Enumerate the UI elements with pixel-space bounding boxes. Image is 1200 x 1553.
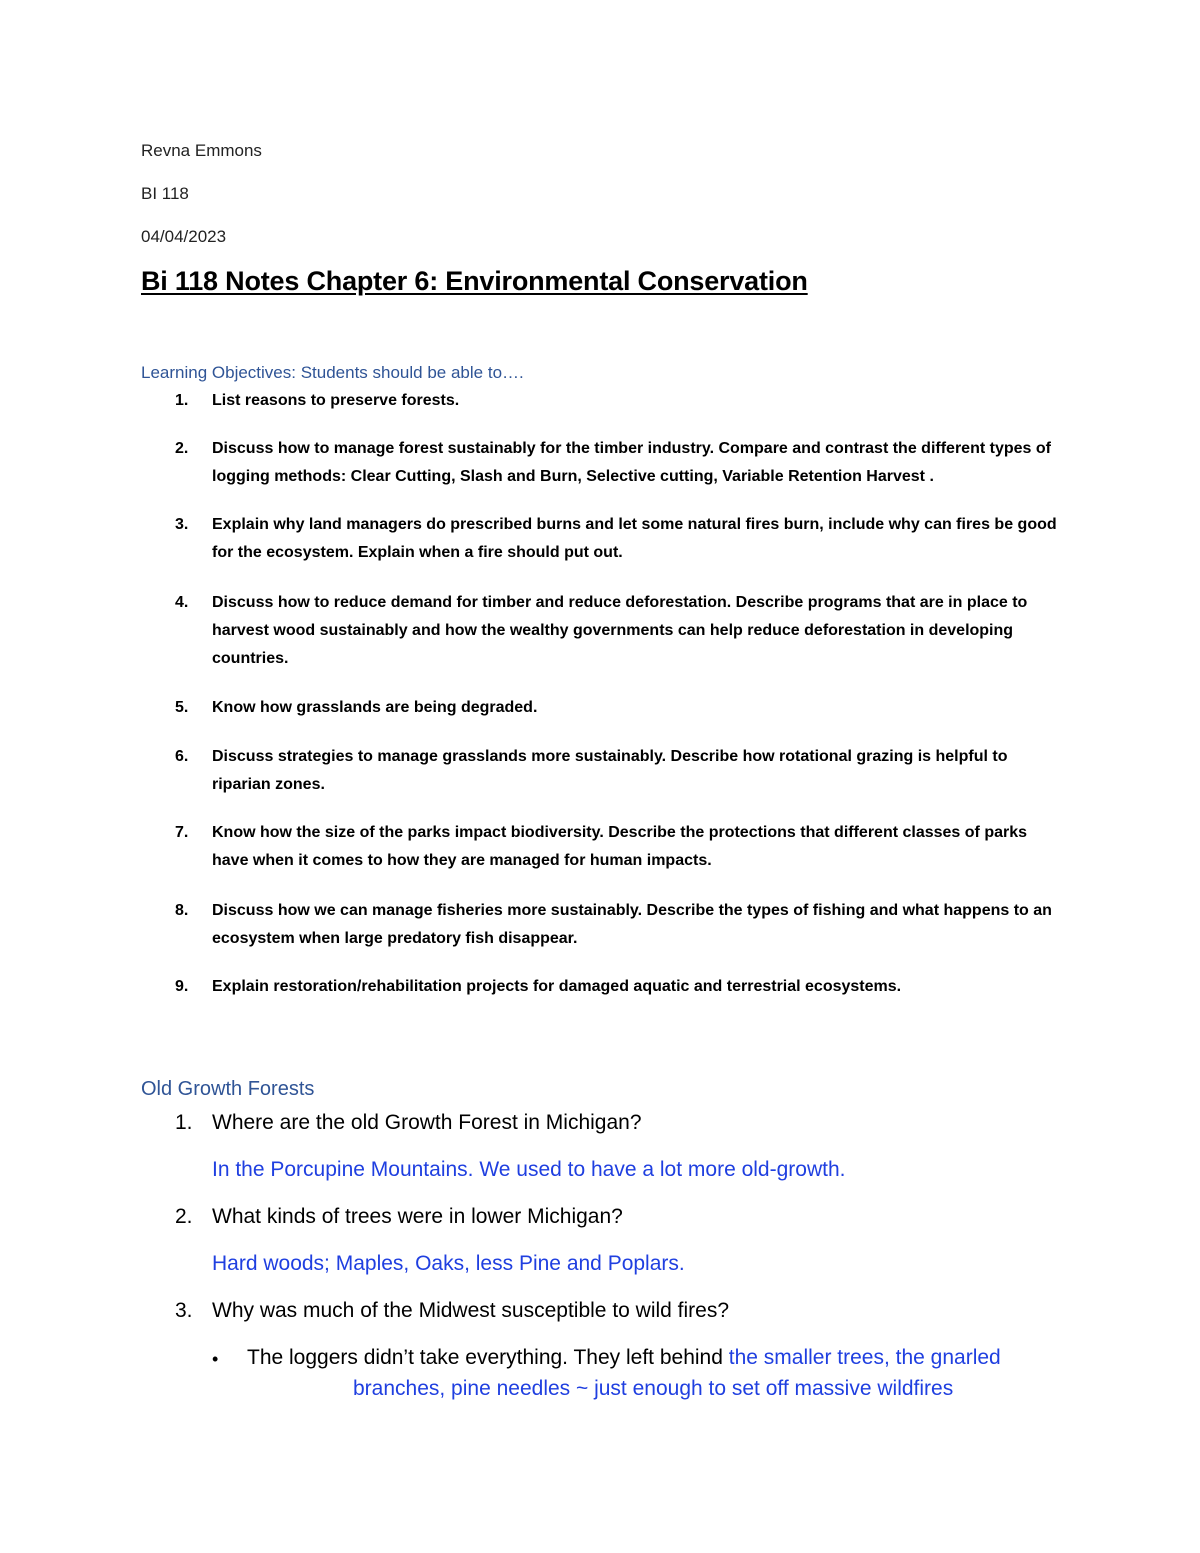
objective-number: 8. [175, 902, 189, 919]
objective-number: 2. [175, 440, 189, 457]
objective-text: Know how grasslands are being degraded. [212, 699, 538, 716]
question-text: What kinds of trees were in lower Michigan? [212, 1205, 623, 1228]
question-number: 3. [175, 1299, 193, 1322]
objective-text: Discuss strategies to manage grasslands more sustainably. Describe how rotational grazing is helpful to riparian zones. [212, 748, 1008, 793]
objective-text: Discuss how to manage forest sustainably for the timber industry. Compare and contrast the different types of logging methods: Clear Cutting, Slash and Burn, Selective cutting, Variable Retention Harvest . [212, 440, 1051, 485]
objective-number: 3. [175, 516, 189, 533]
course-code: BI 118 [141, 184, 189, 203]
objective-number: 1. [175, 392, 189, 409]
objective-number: 4. [175, 594, 189, 611]
objective-text: Discuss how to reduce demand for timber and reduce deforestation. Describe programs that are in place to harvest wood sustainably and how the wealthy governments can help reduce deforestation in developing countries. [212, 594, 1028, 667]
question-text: Why was much of the Midwest susceptible to wild fires? [212, 1299, 730, 1322]
objective-number: 5. [175, 699, 189, 716]
objective-text: Discuss how we can manage fisheries more sustainably. Describe the types of fishing and what happens to an ecosystem when large predatory fish disappear. [212, 902, 1052, 947]
objective-text: Explain restoration/rehabilitation projects for damaged aquatic and terrestrial ecosystems. [212, 978, 902, 995]
objective-number: 9. [175, 978, 189, 995]
objective-number: 7. [175, 824, 189, 841]
document-title: Bi 118 Notes Chapter 6: Environmental Conservation [141, 266, 808, 296]
document-date: 04/04/2023 [141, 227, 227, 246]
question-number: 2. [175, 1205, 193, 1228]
bullet-highlight-continuation: branches, pine needles ~ just enough to set off massive wildfires [353, 1377, 954, 1400]
answer-text: In the Porcupine Mountains. We used to have a lot more old-growth. [212, 1158, 846, 1181]
bullet-marker: • [212, 1349, 219, 1369]
old-growth-forests-heading: Old Growth Forests [141, 1078, 315, 1100]
learning-objectives-heading: Learning Objectives: Students should be able to…. [141, 363, 524, 382]
question-text: Where are the old Growth Forest in Michigan? [212, 1111, 642, 1134]
answer-text: Hard woods; Maples, Oaks, less Pine and Poplars. [212, 1252, 685, 1275]
bullet-highlight-text: the smaller trees, the gnarled [728, 1346, 1001, 1369]
objective-text: Know how the size of the parks impact biodiversity. Describe the protections that different classes of parks have when it comes to how they are managed for human impacts. [212, 824, 1028, 869]
objective-number: 6. [175, 748, 189, 765]
objective-text: Explain why land managers do prescribed burns and let some natural fires burn, include why can fires be good for the ecosystem. Explain when a fire should put out. [212, 516, 1057, 561]
question-number: 1. [175, 1111, 193, 1134]
bullet-text [247, 1343, 1001, 1373]
author-name: Revna Emmons [141, 141, 262, 160]
bullet-plain-text: The loggers didn’t take everything. They left behind [247, 1346, 729, 1369]
objective-text: List reasons to preserve forests. [212, 392, 460, 409]
